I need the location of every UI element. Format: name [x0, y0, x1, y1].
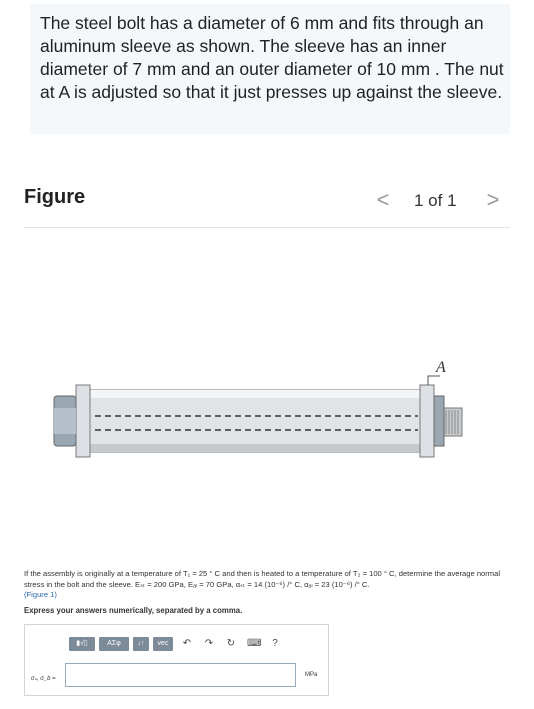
nut	[434, 396, 444, 446]
greek-symbols-button[interactable]: ΑΣφ	[99, 637, 129, 651]
reset-icon[interactable]: ↻	[226, 638, 236, 649]
undo-icon[interactable]: ↶	[182, 638, 192, 649]
bolt-sleeve-diagram	[40, 350, 510, 460]
label-a: A	[436, 359, 446, 376]
answer-instruction: Express your answers numerically, separated by a comma.	[24, 606, 243, 615]
sleeve-highlight	[90, 390, 420, 398]
next-figure-button[interactable]: >	[486, 187, 500, 212]
redo-icon[interactable]: ↷	[204, 638, 214, 649]
answer-unit: MPa	[305, 672, 318, 678]
figure-heading: Figure	[24, 186, 86, 208]
label-a-leader	[428, 376, 440, 385]
subscript-superscript-button[interactable]: ↓↑	[133, 637, 149, 651]
sleeve-shadow	[90, 444, 420, 452]
vector-button[interactable]: vec	[153, 637, 173, 651]
bolt-head-face	[54, 408, 76, 434]
figure-pager	[370, 188, 510, 214]
aluminum-sleeve	[90, 390, 420, 452]
answer-panel	[24, 624, 329, 696]
left-washer	[76, 385, 90, 457]
problem-statement-text: The steel bolt has a diameter of 6 mm and fits through an aluminum sleeve as shown. The sleeve has an inner diameter of 7 mm and an outer diameter of 10 mm . The nut at A is adjusted so that it just presses up against the sleeve.	[40, 13, 504, 102]
template-button[interactable]: ▮√▯	[69, 637, 95, 651]
answer-input[interactable]	[65, 663, 296, 687]
right-washer	[420, 385, 434, 457]
question-body: If the assembly is originally at a temperature of T₁ = 25 ° C and then is heated to a temperature of T₂ = 100 ° C, determine the average normal stress in the bolt and the sleeve. Eₛₜ = 200 GPa, Eₐₗ = 70 GPa, αₛₜ = 14 (10⁻⁶) /° C, αₐₗ = 23 (10⁻⁶) /° C.	[24, 569, 501, 589]
figure-divider	[24, 227, 510, 228]
previous-figure-button[interactable]: <	[376, 187, 390, 212]
keyboard-icon[interactable]: ⌨	[247, 638, 262, 649]
answer-label: σₛ, σ_b =	[31, 676, 56, 682]
figure-page-count: 1 of 1	[414, 191, 457, 210]
question-text	[24, 569, 519, 601]
figure-1-link[interactable]: (Figure 1)	[24, 590, 57, 599]
help-button[interactable]: ?	[272, 638, 278, 649]
